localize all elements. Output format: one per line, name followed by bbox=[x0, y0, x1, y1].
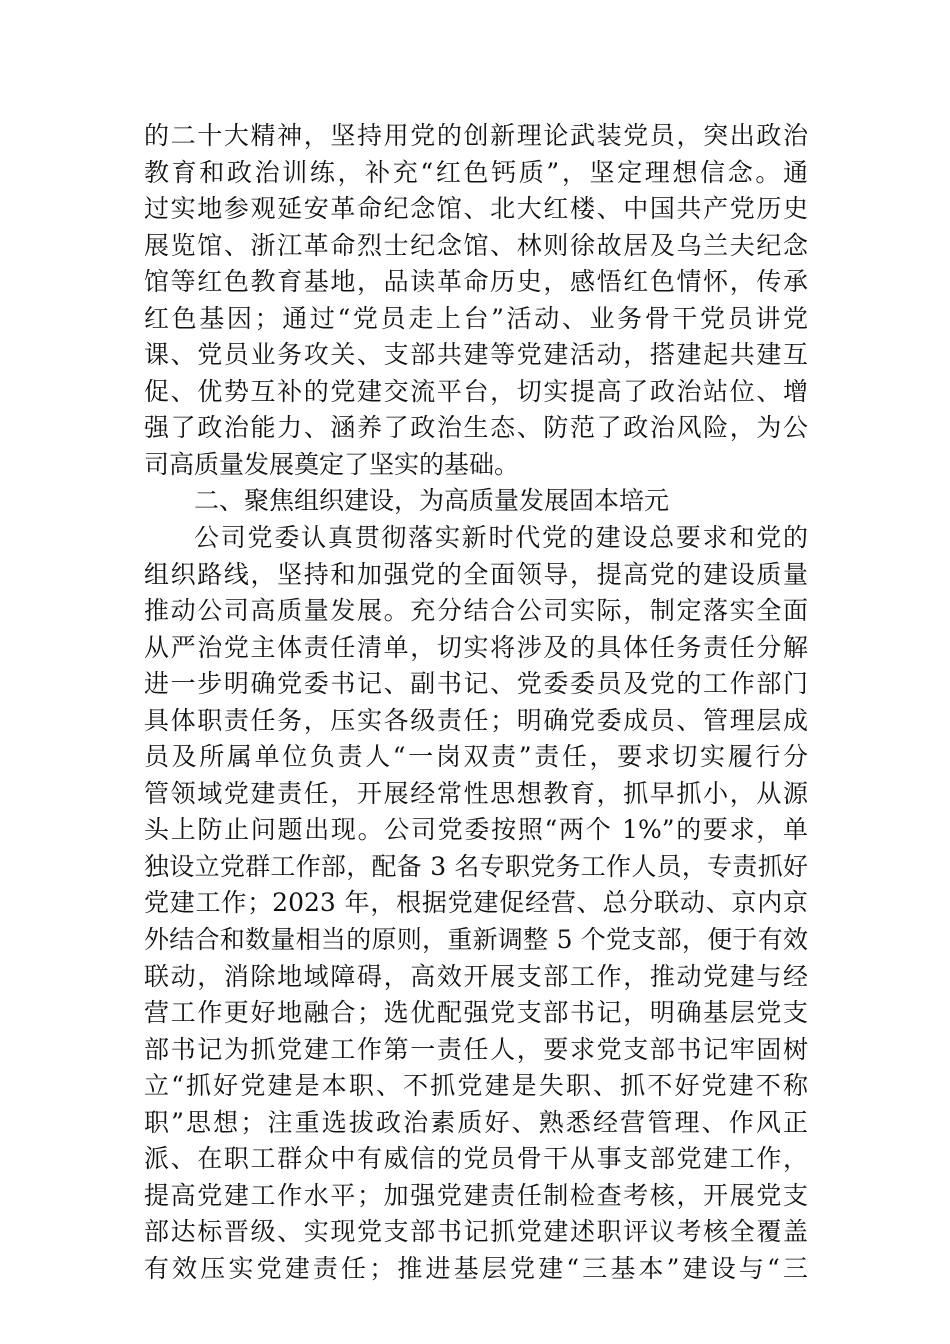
text-line: 职”思想；注重选拔政治素质好、熟悉经营管理、作风正 bbox=[144, 1107, 808, 1137]
text-line: 头上防止问题出现。公司党委按照“两个 1%”的要求，单 bbox=[144, 815, 808, 845]
text-line: 立“抓好党建是本职、不抓党建是失职、抓不好党建不称 bbox=[144, 1071, 808, 1101]
text-line: 提高党建工作水平；加强党建责任制检查考核，开展党支 bbox=[144, 1180, 808, 1210]
text-line: 独设立党群工作部，配备 3 名专职党务工作人员，专责抓好 bbox=[144, 851, 808, 881]
text-line: 馆等红色教育基地，品读革命历史，感悟红色情怀，传承 bbox=[144, 267, 808, 297]
text-line: 司高质量发展奠定了坚实的基础。 bbox=[144, 449, 520, 479]
document-body bbox=[144, 118, 808, 1288]
text-line: 组织路线，坚持和加强党的全面领导，提高党的建设质量 bbox=[144, 559, 808, 589]
text-line: 派、在职工群众中有威信的党员骨干从事支部党建工作， bbox=[144, 1144, 808, 1174]
text-line: 教育和政治训练，补充“红色钙质”，坚定理想信念。通 bbox=[144, 157, 808, 187]
text-line: 过实地参观延安革命纪念馆、北大红楼、中国共产党历史 bbox=[144, 194, 808, 224]
text-line: 有效压实党建责任；推进基层党建“三基本”建设与“三 bbox=[144, 1253, 808, 1283]
text-line: 具体职责任务，压实各级责任；明确党委成员、管理层成 bbox=[144, 705, 808, 735]
text-line: 课、党员业务攻关、支部共建等党建活动，搭建起共建互 bbox=[144, 340, 808, 370]
text-line: 员及所属单位负责人“一岗双责”责任，要求切实履行分 bbox=[144, 742, 808, 772]
text-line: 党建工作；2023 年，根据党建促经营、总分联动、京内京 bbox=[144, 888, 808, 918]
text-line: 外结合和数量相当的原则，重新调整 5 个党支部，便于有效 bbox=[144, 925, 808, 955]
text-line: 联动，消除地域障碍，高效开展支部工作，推动党建与经 bbox=[144, 961, 808, 991]
text-line: 管领域党建责任，开展经常性思想教育，抓早抓小，从源 bbox=[144, 778, 808, 808]
text-line: 部达标晋级、实现党支部书记抓党建述职评议考核全覆盖 bbox=[144, 1217, 808, 1247]
text-line: 推动公司高质量发展。充分结合公司实际，制定落实全面 bbox=[144, 596, 808, 626]
text-line: 强了政治能力、涵养了政治生态、防范了政治风险，为公 bbox=[144, 413, 808, 443]
paragraph-2 bbox=[144, 520, 808, 1287]
text-line: 进一步明确党委书记、副书记、党委委员及党的工作部门 bbox=[144, 669, 808, 699]
text-line: 从严治党主体责任清单，切实将涉及的具体任务责任分解 bbox=[144, 632, 808, 662]
paragraph-1 bbox=[144, 118, 808, 483]
text-line: 促、优势互补的党建交流平台，切实提高了政治站位、增 bbox=[144, 376, 808, 406]
text-line: 公司党委认真贯彻落实新时代党的建设总要求和党的 bbox=[194, 523, 808, 553]
text-line: 营工作更好地融合；选优配强党支部书记，明确基层党支 bbox=[144, 998, 808, 1028]
section-heading: 二、聚焦组织建设，为高质量发展固本培元 bbox=[194, 486, 670, 516]
text-line: 部书记为抓党建工作第一责任人，要求党支部书记牢固树 bbox=[144, 1034, 808, 1064]
text-line: 展览馆、浙江革命烈士纪念馆、林则徐故居及乌兰夫纪念 bbox=[144, 230, 808, 260]
text-line: 的二十大精神，坚持用党的创新理论武装党员，突出政治 bbox=[144, 121, 808, 150]
text-line: 红色基因；通过“党员走上台”活动、业务骨干党员讲党 bbox=[144, 303, 808, 333]
